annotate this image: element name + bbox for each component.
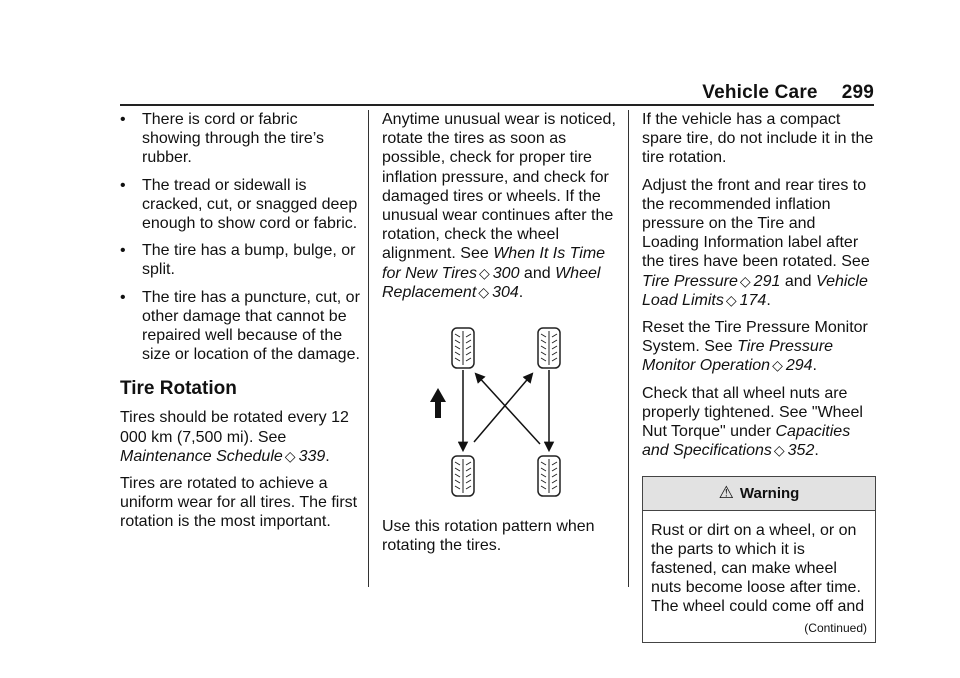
section-title: Vehicle Care bbox=[702, 82, 818, 103]
warning-triangle-icon: ⚠ bbox=[718, 483, 734, 503]
page-ref-icon: ◇ bbox=[478, 283, 490, 300]
tire-icon bbox=[452, 328, 474, 368]
tire-icon bbox=[452, 456, 474, 496]
page-ref-icon: ◇ bbox=[773, 442, 785, 459]
page-ref-number[interactable]: 174 bbox=[739, 291, 767, 309]
warning-title: Warning bbox=[739, 485, 800, 503]
page-ref-number[interactable]: 339 bbox=[298, 447, 326, 465]
cross-reference-link[interactable]: Tire Pressure Monitor Operation bbox=[642, 338, 834, 375]
column-2 bbox=[382, 110, 620, 564]
page-ref-icon: ◇ bbox=[478, 264, 490, 281]
paragraph: Check that all wheel nuts are properly tightened. See "Wheel Nut Torque" under Capacities and Specifications ◇ 352. bbox=[642, 384, 863, 460]
column-divider-2 bbox=[628, 110, 629, 587]
page-ref-number[interactable]: 304 bbox=[492, 283, 519, 301]
page-ref-icon: ◇ bbox=[725, 291, 737, 308]
tire-rotation-diagram bbox=[382, 322, 620, 502]
cross-reference-link[interactable]: Vehicle Load Limits bbox=[642, 272, 868, 309]
paragraph: Tires should be rotated every 12 000 km (7,500 mi). See Maintenance Schedule ◇ 339. bbox=[120, 409, 349, 465]
rotation-arrow bbox=[476, 374, 540, 444]
page-ref-number[interactable]: 294 bbox=[785, 357, 813, 375]
figure-caption: Use this rotation pattern when rotating the tires. bbox=[382, 518, 595, 555]
paragraph: Tires are rotated to achieve a uniform wear for all tires. The first rotation is the most important. bbox=[120, 475, 358, 531]
warning-text: Rust or dirt on a wheel, or on the parts to which it is fastened, can make wheel nuts become loose after time. The wheel could come off and bbox=[651, 521, 865, 616]
page-ref-number[interactable]: 352 bbox=[787, 442, 815, 460]
cross-reference-link[interactable]: Capacities and Specifications bbox=[642, 423, 851, 460]
page-ref-number[interactable]: 300 bbox=[492, 264, 520, 282]
paragraph: If the vehicle has a compact spare tire, do not include it in the tire rotation. bbox=[642, 111, 874, 167]
cross-reference-link[interactable]: Wheel Replacement bbox=[382, 264, 601, 301]
paragraph: Adjust the front and rear tires to the recommended inflation pressure on the Tire and Loading Information label after the tires have been rotated. See Tire Pressure ◇ 291 and Vehicle Load Limits ◇ 174. bbox=[642, 176, 870, 309]
cross-reference-link[interactable]: Maintenance Schedule bbox=[120, 447, 283, 465]
bullet-item: • The tread or sidewall is cracked, cut, or snagged deep enough to show cord or fabric. bbox=[120, 176, 360, 234]
section-heading: Tire Rotation bbox=[120, 378, 237, 400]
bullet-item: • There is cord or fabric showing through the tire’s rubber. bbox=[120, 110, 360, 168]
page-ref-icon: ◇ bbox=[739, 272, 751, 289]
paragraph: Anytime unusual wear is noticed, rotate the tires as soon as possible, check for proper tire inflation pressure, and check for damaged tires or wheels. If the unusual wear continues after the rotation, check the wheel alignment. See When It Is Time for New Tires ◇ 300 and Wheel Replacement ◇ 304. bbox=[382, 111, 616, 301]
cross-reference-link[interactable]: Tire Pressure bbox=[642, 272, 738, 290]
page-ref-icon: ◇ bbox=[284, 447, 296, 464]
paragraph: Reset the Tire Pressure Monitor System. See Tire Pressure Monitor Operation ◇ 294. bbox=[642, 319, 868, 375]
continued-label: (Continued) bbox=[804, 620, 867, 635]
column-3 bbox=[642, 110, 876, 643]
header-rule bbox=[120, 104, 874, 106]
column-1 bbox=[120, 110, 360, 540]
page-ref-icon: ◇ bbox=[772, 357, 783, 374]
page-ref-number[interactable]: 291 bbox=[753, 272, 781, 290]
tire-icon bbox=[538, 328, 560, 368]
rotation-arrow bbox=[474, 374, 532, 442]
warning-box bbox=[642, 476, 876, 642]
page-header bbox=[702, 82, 874, 104]
tire-icon bbox=[538, 456, 560, 496]
cross-reference-link[interactable]: When It Is Time for New Tires bbox=[382, 245, 606, 282]
forward-arrow-icon bbox=[430, 388, 446, 418]
column-divider-1 bbox=[368, 110, 369, 587]
warning-header bbox=[643, 477, 875, 510]
page-number: 299 bbox=[841, 82, 874, 103]
bullet-item: • The tire has a bump, bulge, or split. bbox=[120, 241, 360, 279]
warning-body bbox=[643, 511, 875, 642]
bullet-item: • The tire has a puncture, cut, or other damage that cannot be repaired well because of the size or location of the damage. bbox=[120, 288, 360, 365]
